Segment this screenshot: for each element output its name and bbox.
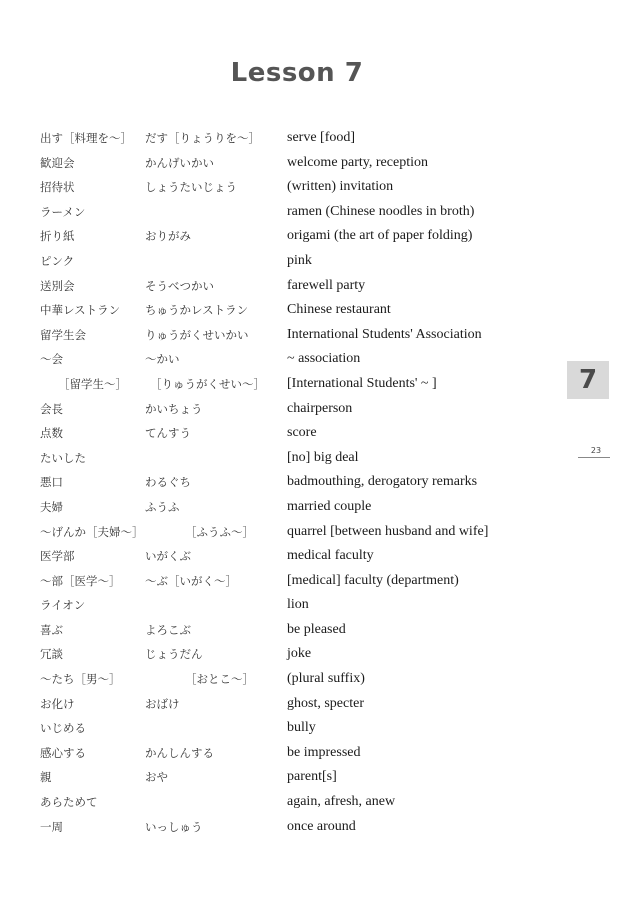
vocab-row — [0, 200, 560, 225]
vocab-meaning: ramen (Chinese noodles in broth) — [287, 203, 475, 219]
vocab-reading: ふうふ — [145, 499, 180, 514]
vocab-word: 冗談 — [40, 647, 63, 662]
vocab-meaning: medical faculty — [287, 548, 374, 564]
vocab-reading: ～かい — [145, 352, 180, 367]
vocab-row — [0, 716, 560, 741]
vocab-word: 悪口 — [40, 475, 63, 490]
vocab-reading: わるぐち — [145, 475, 191, 490]
vocab-meaning: joke — [287, 646, 312, 662]
vocab-reading: よろこぶ — [145, 622, 191, 637]
vocab-reading: てんすう — [145, 426, 191, 441]
vocab-row — [0, 593, 560, 618]
lesson-tab — [567, 361, 609, 399]
vocab-row — [0, 765, 560, 790]
vocab-word: 歓迎会 — [40, 155, 75, 170]
vocab-reading: ［りゅうがくせい～］ — [150, 376, 265, 391]
vocab-row — [0, 790, 560, 815]
vocab-reading: かんしんする — [145, 745, 214, 760]
vocabulary-list — [0, 126, 560, 839]
lesson-tab-number: 7 — [578, 365, 598, 395]
vocab-meaning: once around — [287, 818, 356, 834]
vocab-row — [0, 470, 560, 495]
page-number-rule — [578, 457, 610, 458]
vocab-meaning: (written) invitation — [287, 179, 394, 195]
vocab-meaning: pink — [287, 252, 312, 268]
vocab-word: ［留学生～］ — [58, 376, 127, 391]
vocab-meaning: lion — [287, 597, 309, 613]
vocab-meaning: [medical] faculty (department) — [287, 572, 459, 588]
vocab-meaning: again, afresh, anew — [287, 794, 396, 810]
vocab-reading: しょうたいじょう — [145, 180, 237, 195]
vocab-word: 折り紙 — [40, 229, 75, 244]
vocab-meaning: serve [food] — [287, 130, 356, 145]
vocab-meaning: [International Students' ~ ] — [287, 375, 437, 391]
vocab-reading: いがくぶ — [145, 549, 191, 564]
vocab-word: 夫婦 — [40, 499, 63, 514]
vocab-word: ラーメン — [40, 204, 86, 219]
vocab-meaning: parent[s] — [287, 769, 337, 785]
vocab-meaning: quarrel [between husband and wife] — [287, 523, 489, 539]
vocab-word: ピンク — [40, 253, 75, 268]
vocab-reading: おりがみ — [145, 229, 191, 244]
vocab-row — [0, 520, 560, 545]
vocab-row — [0, 323, 560, 348]
vocab-meaning: badmouthing, derogatory remarks — [287, 474, 478, 490]
vocab-word: たいした — [40, 450, 86, 465]
vocab-word: いじめる — [40, 721, 86, 736]
vocab-word: ～部［医学～］ — [40, 573, 121, 588]
vocab-meaning: farewell party — [287, 277, 366, 293]
vocab-word: 点数 — [40, 426, 63, 441]
vocab-word: 留学生会 — [40, 327, 86, 342]
vocab-meaning: International Students' Association — [287, 326, 482, 342]
vocab-word: 医学部 — [40, 549, 75, 564]
vocab-row — [0, 347, 560, 372]
vocab-word: 会長 — [40, 401, 63, 416]
vocab-row — [0, 642, 560, 667]
vocab-reading: そうべつかい — [145, 278, 214, 293]
vocab-row — [0, 249, 560, 274]
vocab-word: 親 — [40, 770, 52, 785]
vocab-word: 招待状 — [40, 180, 75, 195]
vocab-row — [0, 544, 560, 569]
vocab-row — [0, 274, 560, 299]
vocab-word: 一周 — [40, 819, 63, 834]
vocab-meaning: ghost, specter — [287, 695, 364, 711]
vocab-reading: だす［りょうりを～］ — [145, 131, 260, 145]
vocab-reading: おや — [145, 770, 168, 785]
vocab-reading: りゅうがくせいかい — [145, 327, 249, 342]
vocab-meaning: ~ association — [287, 351, 361, 367]
vocab-word: あらためて — [40, 795, 98, 810]
vocab-row — [0, 126, 560, 151]
vocab-word: ～会 — [40, 352, 63, 367]
vocab-reading: じょうだん — [145, 647, 203, 662]
vocab-reading: ～ぶ［いがく～］ — [145, 573, 237, 588]
vocab-word: 送別会 — [40, 278, 75, 293]
vocab-row — [0, 618, 560, 643]
vocab-row — [0, 224, 560, 249]
vocab-meaning: origami (the art of paper folding) — [287, 228, 473, 244]
vocab-meaning: score — [287, 425, 317, 441]
vocab-row — [0, 495, 560, 520]
vocab-row — [0, 667, 560, 692]
vocab-meaning: be impressed — [287, 744, 361, 760]
vocab-reading: かんげいかい — [145, 155, 214, 170]
vocab-meaning: chairperson — [287, 400, 353, 416]
vocab-meaning: welcome party, reception — [287, 154, 428, 170]
vocab-word: ライオン — [40, 598, 86, 613]
vocab-row — [0, 421, 560, 446]
lesson-title: Lesson 7 — [230, 58, 364, 88]
vocab-meaning: [no] big deal — [287, 449, 359, 465]
vocab-row — [0, 397, 560, 422]
vocab-meaning: Chinese restaurant — [287, 302, 391, 318]
vocab-row — [0, 151, 560, 176]
vocab-word: 中華レストラン — [40, 303, 121, 318]
vocab-reading: いっしゅう — [145, 819, 203, 834]
vocab-reading: かいちょう — [145, 401, 203, 416]
vocab-row — [0, 372, 560, 397]
vocab-meaning: be pleased — [287, 621, 346, 637]
vocab-row — [0, 175, 560, 200]
vocab-word: 喜ぶ — [40, 622, 63, 637]
vocab-reading: ［おとこ～］ — [185, 672, 254, 687]
vocab-word: お化け — [40, 696, 75, 711]
vocab-word: 出す［料理を～］ — [40, 131, 132, 145]
vocab-row — [0, 815, 560, 840]
vocab-word: ～げんか［夫婦～］ — [40, 524, 144, 539]
vocab-word: ～たち［男～］ — [40, 672, 121, 687]
vocab-row — [0, 446, 560, 471]
vocab-row — [0, 298, 560, 323]
vocab-row — [0, 692, 560, 717]
vocab-reading: ちゅうかレストラン — [145, 303, 249, 318]
vocab-reading: おばけ — [145, 696, 180, 711]
vocab-row — [0, 569, 560, 594]
vocab-row — [0, 741, 560, 766]
vocab-word: 感心する — [40, 745, 86, 760]
vocab-meaning: bully — [287, 720, 316, 736]
vocab-reading: ［ふうふ～］ — [185, 524, 254, 539]
page-number: 23 — [590, 446, 602, 455]
vocab-meaning: married couple — [287, 498, 372, 514]
vocab-meaning: (plural suffix) — [287, 671, 365, 687]
